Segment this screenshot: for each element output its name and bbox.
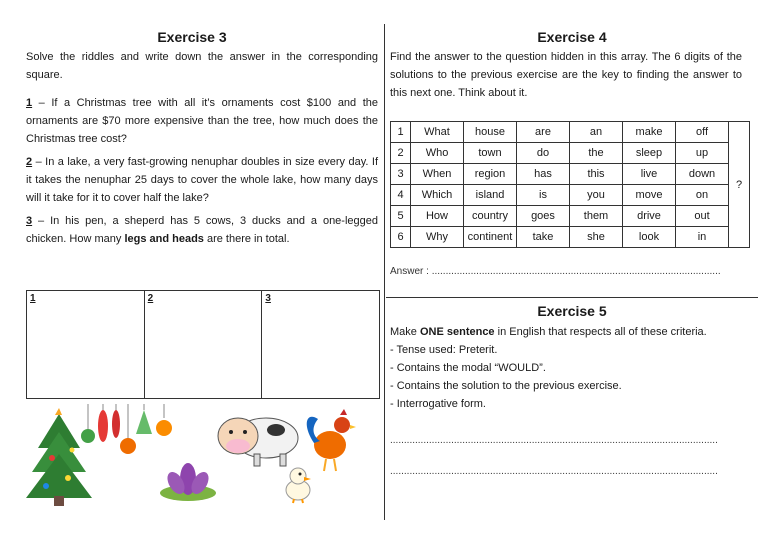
riddle-number: 2	[26, 156, 33, 168]
row-number: 5	[391, 206, 411, 227]
grid-row	[391, 227, 750, 248]
grid-word: you	[570, 185, 623, 206]
grid-word: live	[623, 164, 676, 185]
answer-box-3[interactable]	[262, 291, 379, 398]
grid-word: region	[464, 164, 517, 185]
grid-word: on	[676, 185, 729, 206]
criterion-3: - Contains the solution to the previous exercise.	[390, 380, 622, 392]
row-number: 4	[391, 185, 411, 206]
grid-word: are	[517, 122, 570, 143]
row-number: 6	[391, 227, 411, 248]
question-mark: ?	[729, 122, 750, 248]
riddle-number: 1	[26, 97, 33, 109]
grid-word: drive	[623, 206, 676, 227]
row-number: 3	[391, 164, 411, 185]
row-number: 2	[391, 143, 411, 164]
box-label: 2	[147, 293, 154, 304]
exercise4-title: Exercise 4	[537, 29, 607, 45]
answer-box-2[interactable]	[145, 291, 263, 398]
riddle-number: 3	[26, 215, 33, 227]
box-label: 1	[30, 293, 36, 304]
grid-row	[391, 143, 750, 164]
grid-row	[391, 122, 750, 143]
exercise3-title: Exercise 3	[157, 29, 227, 45]
grid-word: an	[570, 122, 623, 143]
sentence-line-2[interactable]: ......................................................................................................................	[390, 466, 718, 477]
criterion-2: - Contains the modal “WOULD”.	[390, 362, 546, 374]
riddle-text: – In a lake, a very fast-growing nenuphar doubles in size every day. If it takes the nenuphar 25 days to cover the whole lake, how many days will it take for it to cover half the lake?	[26, 156, 378, 204]
grid-word: up	[676, 143, 729, 164]
grid-word: off	[676, 122, 729, 143]
sentence-line-1[interactable]: ......................................................................................................................	[390, 435, 718, 446]
intro-bold: ONE sentence	[419, 326, 495, 338]
grid-word: move	[623, 185, 676, 206]
grid-word: When	[411, 164, 464, 185]
grid-word: Who	[411, 143, 464, 164]
grid-word: out	[676, 206, 729, 227]
answer-box-1[interactable]	[27, 291, 145, 398]
grid-word: take	[517, 227, 570, 248]
grid-word: What	[411, 122, 464, 143]
grid-word: sleep	[623, 143, 676, 164]
exercise3-intro: Solve the riddles and write down the answer in the corresponding square.	[26, 51, 378, 81]
intro-text: Make	[390, 326, 420, 338]
grid-word: look	[623, 227, 676, 248]
grid-word: do	[517, 143, 570, 164]
riddle-text: – If a Christmas tree with all it’s ornaments cost $100 and the ornaments are $70 more expensive than the tree, how much does the Christmas tree cost?	[26, 97, 378, 145]
grid-word: goes	[517, 206, 570, 227]
box-label: 3	[265, 293, 271, 304]
cow-icon	[214, 408, 304, 470]
grid-word: house	[464, 122, 517, 143]
grid-word: Which	[411, 185, 464, 206]
riddle-text: – In his pen, a sheperd has 5 cows, 3 ducks and a one-legged chicken. How many	[26, 215, 378, 245]
grid-word: Why	[411, 227, 464, 248]
grid-word: make	[623, 122, 676, 143]
grid-word: this	[570, 164, 623, 185]
lotus-flower-icon	[158, 455, 218, 503]
riddle-3	[26, 212, 378, 248]
criterion-4: - Interrogative form.	[390, 398, 486, 410]
riddle-text-end: are there in total.	[203, 233, 290, 245]
grid-word: is	[517, 185, 570, 206]
grid-row	[391, 185, 750, 206]
grid-word: How	[411, 206, 464, 227]
riddle-2	[26, 153, 378, 207]
grid-word: continent	[464, 227, 517, 248]
answer-line	[390, 266, 721, 277]
intro-text-end: in English that respects all of these criteria.	[494, 326, 707, 338]
grid-row	[391, 164, 750, 185]
grid-word: island	[464, 185, 517, 206]
grid-row	[391, 206, 750, 227]
ornaments-icon	[78, 404, 178, 460]
grid-word: down	[676, 164, 729, 185]
grid-word: has	[517, 164, 570, 185]
grid-word: them	[570, 206, 623, 227]
grid-word: the	[570, 143, 623, 164]
row-number: 1	[391, 122, 411, 143]
grid-word: country	[464, 206, 517, 227]
riddle-1	[26, 94, 378, 148]
exercise4-intro: Find the answer to the question hidden in this array. The 6 digits of the solutions to the previous exercise are the key to finding the answer to this next one. Think about it.	[390, 51, 742, 99]
grid-word: town	[464, 143, 517, 164]
exercise5-intro	[390, 323, 750, 341]
answer-dots[interactable]: ........................................................................................................	[431, 266, 721, 277]
duck-icon	[280, 464, 316, 504]
grid-word: she	[570, 227, 623, 248]
criterion-1: - Tense used: Preterit.	[390, 344, 498, 356]
word-array	[390, 121, 750, 248]
grid-word: in	[676, 227, 729, 248]
exercise5-title: Exercise 5	[537, 303, 607, 319]
riddle-bold: legs and heads	[124, 233, 204, 245]
column-divider	[384, 24, 385, 520]
answer-boxes	[26, 290, 380, 399]
answer-label: Answer :	[390, 266, 432, 277]
